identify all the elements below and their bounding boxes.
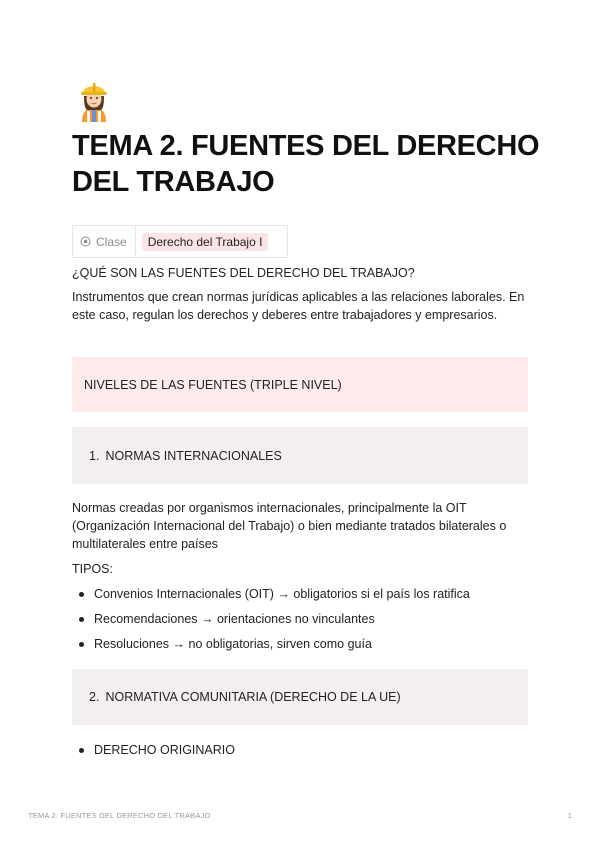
- property-key-label: Clase: [96, 234, 127, 249]
- list-item: DERECHO ORIGINARIO: [72, 741, 532, 766]
- question-heading: ¿QUÉ SON LAS FUENTES DEL DERECHO DEL TRABAJO?: [72, 266, 415, 280]
- property-tag[interactable]: Derecho del Trabajo I: [142, 233, 269, 251]
- target-icon: [80, 236, 91, 247]
- property-key: [73, 226, 136, 257]
- property-row[interactable]: [72, 225, 288, 258]
- page-footer: [28, 811, 572, 820]
- page-title: TEMA 2. FUENTES DEL DERECHO DEL TRABAJO: [72, 130, 540, 198]
- levels-callout-text: NIVELES DE LAS FUENTES (TRIPLE NIVEL): [84, 377, 342, 392]
- section1-callout: [72, 427, 528, 484]
- footer-title: TEMA 2. FUENTES DEL DERECHO DEL TRABAJO: [28, 811, 211, 820]
- section2-number: 2.: [89, 690, 100, 704]
- definition-paragraph: Instrumentos que crean normas jurídicas aplicables a las relaciones laborales. En este caso, regulan los derechos y deberes entre trabajadores y empresarios.: [72, 290, 525, 322]
- list-item: Resoluciones → no obligatorias, sirven como guía: [72, 635, 532, 660]
- page-number: 1: [567, 811, 572, 820]
- section1-paragraph: Normas creadas por organismos internacionales, principalmente la OIT (Organización Internacional del Trabajo) o bien mediante tratados bilaterales o multilaterales entre países: [72, 501, 507, 551]
- list-item: Recomendaciones → orientaciones no vinculantes: [72, 610, 532, 635]
- section2-callout: [72, 669, 528, 725]
- section2-heading: NORMATIVA COMUNITARIA (DERECHO DE LA UE): [105, 690, 401, 704]
- list-item: Convenios Internacionales (OIT) → obligatorios si el país los ratifica: [72, 585, 532, 610]
- levels-callout: [72, 357, 528, 412]
- tipos-list: [72, 585, 532, 660]
- construction-worker-icon: [74, 78, 114, 122]
- section1-heading: NORMAS INTERNACIONALES: [105, 448, 282, 463]
- tipos-label: TIPOS:: [72, 562, 113, 576]
- section2-list: [72, 741, 532, 766]
- section1-number: 1.: [89, 448, 100, 463]
